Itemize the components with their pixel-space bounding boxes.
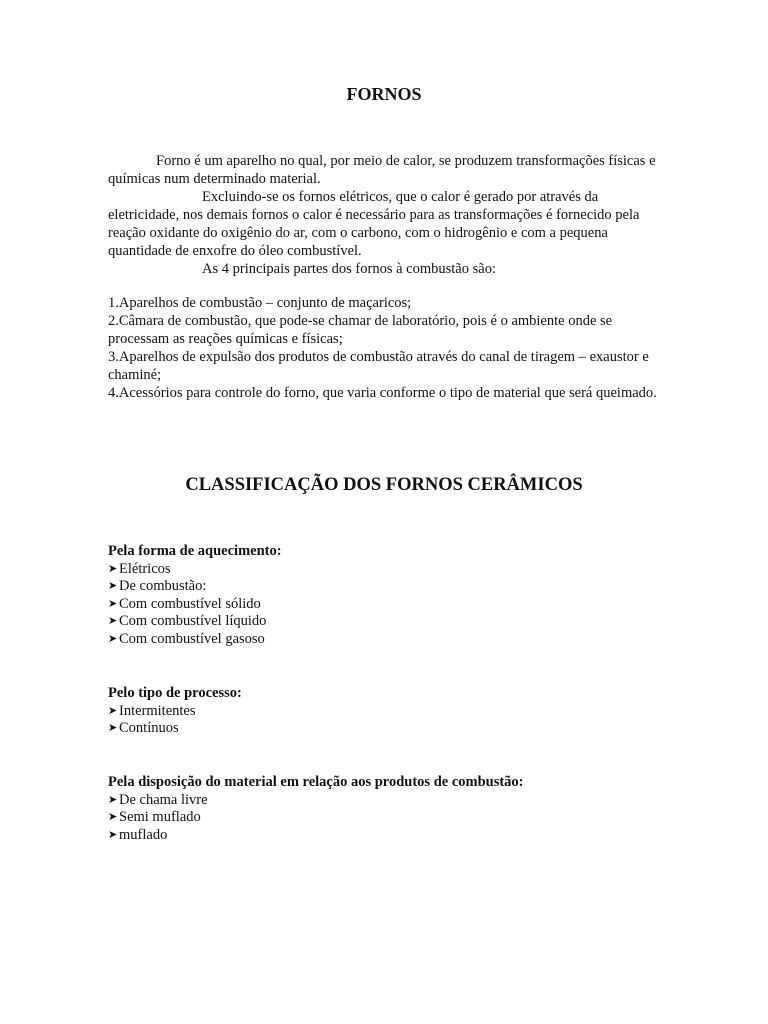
bullet-list — [108, 703, 668, 738]
list-item — [108, 561, 668, 579]
list-item-label: Com combustível líquido — [119, 613, 267, 630]
list-item: 1.Aparelhos de combustão – conjunto de maçaricos; — [108, 295, 412, 311]
furnace-parts-list — [108, 294, 668, 402]
section-title: CLASSIFICAÇÃO DOS FORNOS CERÂMICOS — [185, 475, 583, 495]
list-item — [108, 792, 668, 810]
bullet-list — [108, 561, 668, 649]
list-item — [108, 596, 668, 614]
list-item — [108, 703, 668, 721]
list-item — [108, 631, 668, 649]
arrowhead-bullet-icon: ➤ — [108, 721, 118, 735]
arrowhead-bullet-icon: ➤ — [108, 614, 118, 628]
arrowhead-bullet-icon: ➤ — [108, 703, 118, 717]
list-item-label: muflado — [119, 826, 168, 843]
intro-paragraph: Forno é um aparelho no qual, por meio de calor, se produzem transformações físicas e químicas num determinado material. — [108, 153, 656, 187]
intro-section — [108, 152, 668, 278]
list-item — [108, 720, 668, 738]
arrowhead-bullet-icon: ➤ — [108, 827, 118, 841]
group-heading: Pelo tipo de processo: — [108, 685, 242, 701]
list-item-label: Contínuos — [119, 720, 179, 737]
arrowhead-bullet-icon: ➤ — [108, 810, 118, 824]
list-item: 3.Aparelhos de expulsão dos produtos de combustão através do canal de tiragem – exaustor e chaminé; — [108, 349, 649, 383]
classification-group-disposition — [108, 774, 668, 844]
list-item-label: De combustão: — [119, 578, 207, 595]
page-title: FORNOS — [346, 84, 422, 104]
list-item — [108, 578, 668, 596]
group-heading: Pela forma de aquecimento: — [108, 543, 282, 559]
list-item: 4.Acessórios para controle do forno, que varia conforme o tipo de material que será queimado. — [108, 385, 657, 401]
list-item-label: Com combustível gasoso — [119, 630, 265, 647]
group-heading: Pela disposição do material em relação aos produtos de combustão: — [108, 774, 524, 790]
classification-group-heating — [108, 543, 668, 649]
list-item — [108, 613, 668, 631]
list-item: 2.Câmara de combustão, que pode-se chamar de laboratório, pois é o ambiente onde se processam as reações químicas e físicas; — [108, 313, 613, 347]
intro-paragraph: Excluindo-se os fornos elétricos, que o calor é gerado por através da eletricidade, nos demais fornos o calor é necessário para as transformações é fornecido pela reação oxidante do oxigênio do ar, com o carbono, com o hidrogênio e com a pequena quantidade de enxofre do óleo combustível. — [108, 189, 640, 259]
arrowhead-bullet-icon: ➤ — [108, 579, 118, 593]
arrowhead-bullet-icon: ➤ — [108, 561, 118, 575]
list-item-label: Intermitentes — [119, 702, 196, 719]
intro-paragraph: As 4 principais partes dos fornos à combustão são: — [202, 261, 496, 277]
list-item-label: De chama livre — [119, 791, 208, 808]
list-item-label: Elétricos — [119, 560, 171, 577]
list-item — [108, 809, 668, 827]
list-item-label: Semi muflado — [119, 809, 201, 826]
arrowhead-bullet-icon: ➤ — [108, 792, 118, 806]
list-item — [108, 827, 668, 845]
classification-group-process — [108, 685, 668, 738]
bullet-list — [108, 792, 668, 845]
arrowhead-bullet-icon: ➤ — [108, 596, 118, 610]
list-item-label: Com combustível sólido — [119, 595, 261, 612]
arrowhead-bullet-icon: ➤ — [108, 631, 118, 645]
